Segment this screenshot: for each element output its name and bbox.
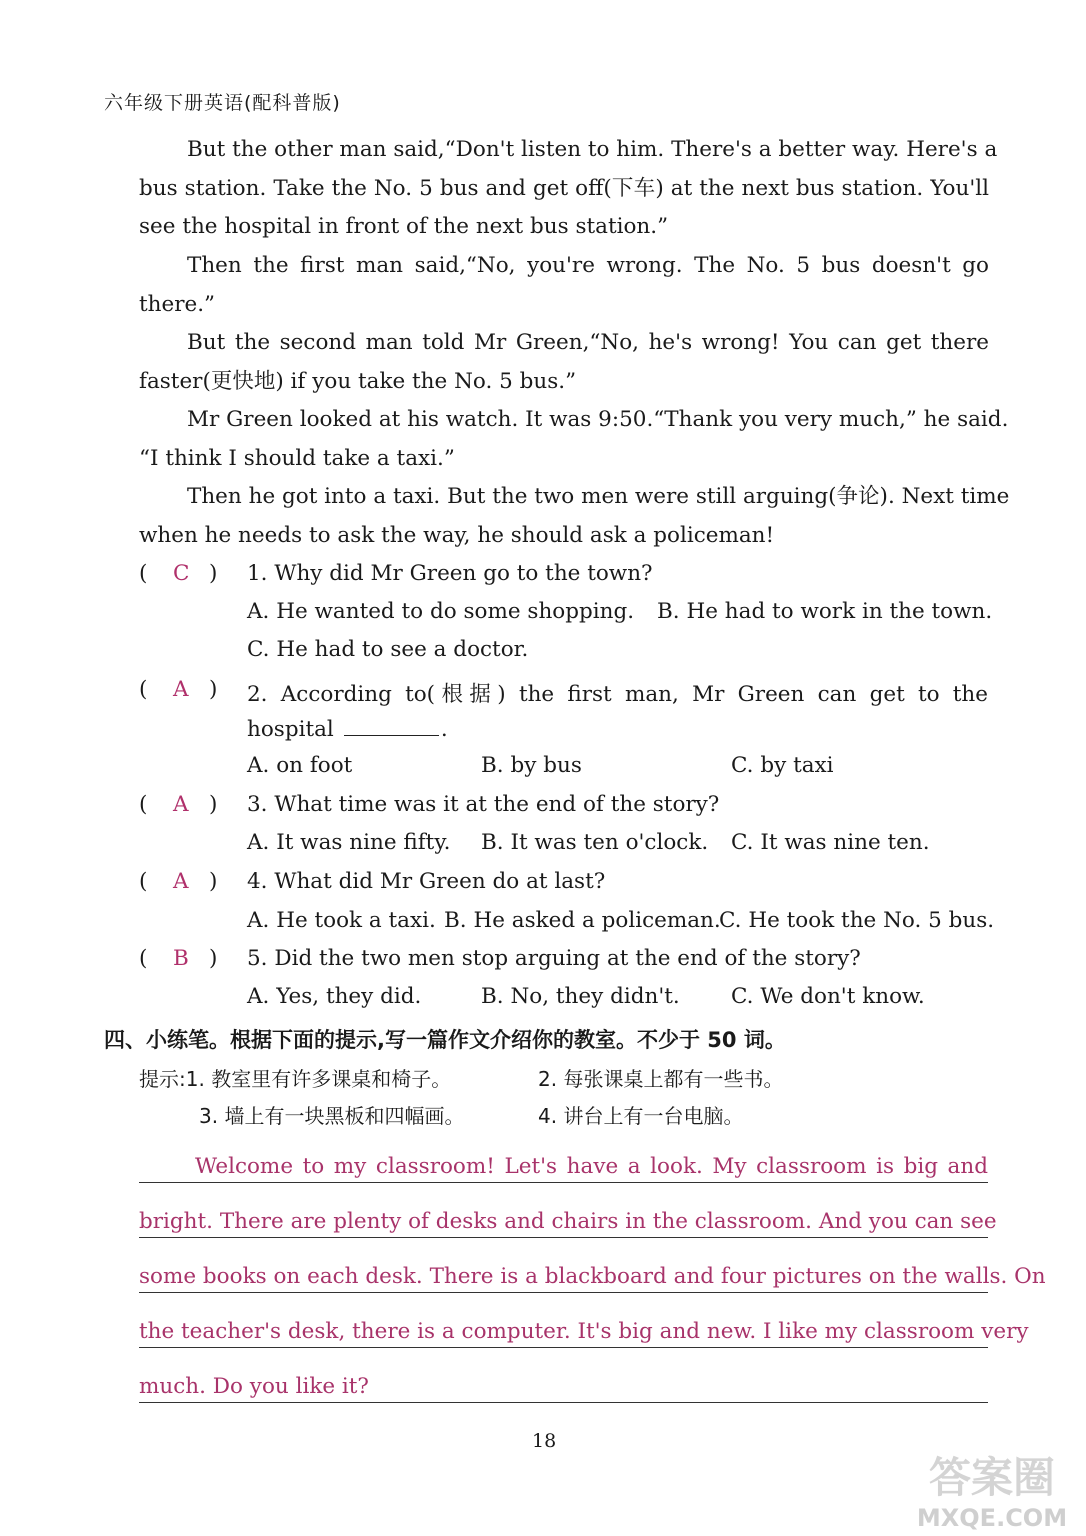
paren-close: ) <box>209 869 218 894</box>
question-2-continuation <box>247 715 448 742</box>
paren-open: ( <box>139 946 148 971</box>
paren-close: ) <box>209 792 218 817</box>
page-header: 六年级下册英语(配科普版) <box>104 92 341 114</box>
paren-close: ) <box>209 946 218 971</box>
hint-item: 2. 每张课桌上都有一些书。 <box>538 1067 784 1091</box>
hint-label: 提示: <box>139 1067 186 1091</box>
story-line: bus station. Take the No. 5 bus and get off(下车) at the next bus station. You'll <box>139 175 989 201</box>
hint-item: 1. 教室里有许多课桌和椅子。 <box>185 1067 452 1091</box>
page-number: 18 <box>532 1430 557 1452</box>
option: A. Yes, they did. <box>247 984 422 1009</box>
paren-open: ( <box>139 792 148 817</box>
story-line: Mr Green looked at his watch. It was 9:50.“Thank you very much,” he said. <box>187 407 1009 432</box>
story-line: “I think I should take a taxi.” <box>139 445 455 471</box>
watermark-logo <box>900 1442 1080 1532</box>
answer-2: A <box>173 677 189 702</box>
answer-1: C <box>173 561 190 586</box>
story-line: But the second man told Mr Green,“No, he's wrong! You can get there <box>187 330 989 355</box>
question-text: 1. Why did Mr Green go to the town? <box>247 561 653 586</box>
option: B. by bus <box>481 753 582 778</box>
story-paragraph-5 <box>139 478 1010 555</box>
option: A. It was nine fifty. <box>247 830 451 855</box>
question-text: 4. What did Mr Green do at last? <box>247 869 606 894</box>
answer-5: B <box>173 946 189 971</box>
essay-line: bright. There are plenty of desks and chairs in the classroom. And you can see <box>139 1207 988 1238</box>
story-paragraph-4 <box>139 401 1009 478</box>
essay-line: Welcome to my classroom! Let's have a look. My classroom is big and <box>139 1152 988 1183</box>
story-line: Then he got into a taxi. But the two men were still arguing(争论). Next time <box>187 484 1010 509</box>
option: C. It was nine ten. <box>731 830 930 855</box>
essay-line: much. Do you like it? <box>139 1372 988 1403</box>
story-line: But the other man said,“Don't listen to him. There's a better way. Here's a <box>187 137 998 162</box>
paren-open: ( <box>139 677 148 702</box>
question-text-period: . <box>440 717 448 742</box>
option: C. He had to see a doctor. <box>247 637 529 662</box>
essay-line: some books on each desk. There is a blackboard and four pictures on the walls. On <box>139 1262 988 1293</box>
option: A. He took a taxi. <box>247 908 436 933</box>
option: C. by taxi <box>731 753 834 778</box>
option: C. We don't know. <box>731 984 925 1009</box>
paren-open: ( <box>139 869 148 894</box>
question-text-cont: hospital <box>247 717 334 742</box>
option: B. He asked a policeman. <box>444 908 721 933</box>
option: B. It was ten o'clock. <box>481 830 709 855</box>
option: A. He wanted to do some shopping. <box>247 599 635 624</box>
option: A. on foot <box>247 753 353 778</box>
answer-3: A <box>173 792 189 817</box>
section-4-title: 四、小练笔。根据下面的提示,写一篇作文介绍你的教室。不少于 50 词。 <box>104 1028 786 1052</box>
watermark-bottom: MXQE.COM <box>916 1504 1068 1532</box>
question-text: 5. Did the two men stop arguing at the end of the story? <box>247 946 861 971</box>
hint-row-1 <box>139 1063 451 1092</box>
question-text: 2. According to(根据) the first man, Mr Green can get to the <box>247 682 988 707</box>
watermark-top: 答案圈 <box>928 1453 1056 1502</box>
paren-open: ( <box>139 561 148 586</box>
paren-close: ) <box>209 677 218 702</box>
answer-4: A <box>173 869 189 894</box>
story-paragraph-2 <box>139 247 989 324</box>
story-paragraph-1 <box>139 131 998 247</box>
story-paragraph-3 <box>139 324 989 401</box>
story-line: see the hospital in front of the next bus station.” <box>139 214 669 240</box>
question-text: 3. What time was it at the end of the story? <box>247 792 720 817</box>
option: B. No, they didn't. <box>481 984 680 1009</box>
story-line: Then the first man said,“No, you're wrong. The No. 5 bus doesn't go <box>187 253 989 278</box>
hint-item: 4. 讲台上有一台电脑。 <box>538 1104 744 1128</box>
option: B. He had to work in the town. <box>657 599 993 624</box>
story-line: faster(更快地) if you take the No. 5 bus.” <box>139 368 577 394</box>
story-line: there.” <box>139 291 216 317</box>
story-line: when he needs to ask the way, he should ask a policeman! <box>139 522 775 548</box>
answer-blank <box>344 715 439 736</box>
hint-item: 3. 墙上有一块黑板和四幅画。 <box>199 1104 465 1128</box>
option: C. He took the No. 5 bus. <box>719 908 995 933</box>
essay-line: the teacher's desk, there is a computer. It's big and new. I like my classroom very <box>139 1317 988 1348</box>
paren-close: ) <box>209 561 218 586</box>
